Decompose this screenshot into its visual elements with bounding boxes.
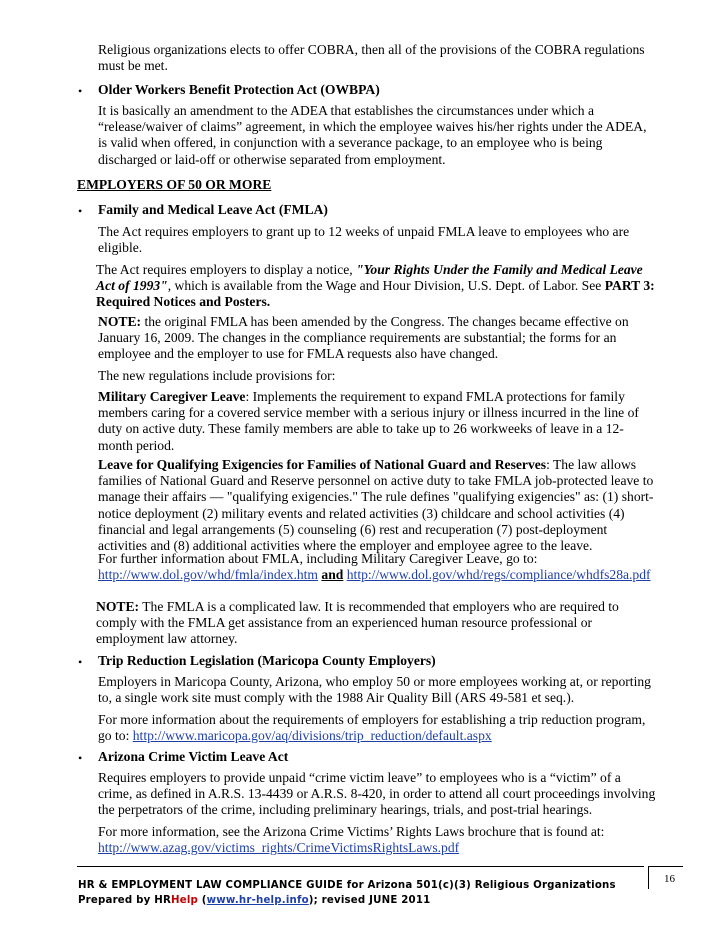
crime-more-info <box>98 824 658 856</box>
note-2-text: The FMLA is a complicated law. It is recommended that employers who are required to comply with the FMLA get assistance from an experienced human resource professional or employment law attorney. <box>96 599 619 647</box>
owbpa-text: It is basically an amendment to the ADEA that establishes the circumstances under which a “release/waiver of claims” agreement, in which the employee waives his/her rights under the ADEA, is valid when offered, in conjunction with a severance package, to an employee who is being discharged or laid-off or otherwise separated from employment. <box>98 103 647 167</box>
military-caregiver-text: : Implements the requirement to expand FMLA protections for family members caring for a covered service member with a serious injury or illness incurred in the line of duty on active duty. These family members are able to take up to 26 workweeks of leave in a 12-month period. <box>98 389 639 453</box>
footer-link[interactable]: www.hr-help.info <box>206 895 309 906</box>
footer-revised: ); revised JUNE 2011 <box>308 895 431 906</box>
fmla-part3-reference: PART 3: Required Notices and Posters. <box>96 278 655 310</box>
footer-rule <box>77 866 644 867</box>
footer-line-2 <box>78 893 430 909</box>
crime-title: Arizona Crime Victim Leave Act <box>98 749 289 764</box>
cobra-continuation: Religious organizations elects to offer COBRA, then all of the provisions of the COBRA regulations must be met. <box>98 42 645 74</box>
fmla-link-1[interactable]: http://www.dol.gov/whd/fmla/index.htm <box>98 567 319 583</box>
owbpa-title: Older Workers Benefit Protection Act (OWBPA) <box>98 82 380 97</box>
note-1-label: NOTE: <box>98 314 142 329</box>
military-caregiver-leave <box>98 389 658 454</box>
fmla-more-info <box>98 551 658 583</box>
new-regulations: The new regulations include provisions for: <box>98 368 336 383</box>
footer-prepared-by: Prepared by HR <box>78 895 171 906</box>
note-2 <box>96 599 660 648</box>
trip-more-info <box>98 712 658 744</box>
military-caregiver-label: Military Caregiver Leave <box>98 389 246 404</box>
section-heading: EMPLOYERS OF 50 OR MORE <box>77 177 272 192</box>
note-1-text: the original FMLA has been amended by the Congress. The changes became effective on January 16, 2009. The changes in the compliance requirements are substantial; the forms for an employee and the employer to use for FMLA requests also have changed. <box>98 314 629 362</box>
fmla-text-2-a: The Act requires employers to display a notice, <box>96 262 357 277</box>
footer-paren-open: ( <box>198 895 207 906</box>
fmla-more-info-text: For further information about FMLA, including Military Caregiver Leave, go to: <box>98 551 538 566</box>
crime-link[interactable]: http://www.azag.gov/victims_rights/CrimeVictimsRightsLaws.pdf <box>98 840 460 856</box>
crime-more-info-text: For more information, see the Arizona Crime Victims’ Rights Laws brochure that is found at: <box>98 824 605 839</box>
note-2-label: NOTE: <box>96 599 140 614</box>
fmla-link-2[interactable]: http://www.dol.gov/whd/regs/compliance/whdfs28a.pdf <box>346 567 651 583</box>
note-1 <box>98 314 658 363</box>
fmla-and: and <box>321 567 344 583</box>
bullet-fmla: • <box>78 204 83 218</box>
trip-more-info-text: For more information about the requirements of employers for establishing a trip reduction program, go to: <box>98 712 646 744</box>
footer-help-brand: Help <box>171 895 199 906</box>
page-number: 16 <box>664 873 675 885</box>
fmla-notice-title: "Your Rights Under the Family and Medical Leave Act of 1993" <box>96 262 643 294</box>
fmla-text-2-c: , which is available from the Wage and Hour Division, U.S. Dept. of Labor. See <box>167 278 605 294</box>
qualifying-exigencies <box>98 457 658 554</box>
bullet-owbpa: • <box>78 84 83 98</box>
trip-text: Employers in Maricopa County, Arizona, who employ 50 or more employees working at, or reporting to, a single work site must comply with the 1988 Air Quality Bill (ARS 49-581 et seq.). <box>98 674 651 706</box>
qualifying-exigencies-text: : The law allows families of National Guard and Reserve personnel on active duty to take FMLA job-protected leave to manage their affairs — "qualifying exigencies." The rule defines "qualifying exigencies" as: (1) short-notice deployment (2) military events and related activities (3) childcare and school activities (4) financial and legal arrangements (5) counseling (6) rest and recuperation (7) post-deployment activities and (8) additional activities where the employer and employee agree to the leave. <box>98 457 654 554</box>
bullet-trip: • <box>78 655 83 669</box>
fmla-title: Family and Medical Leave Act (FMLA) <box>98 202 328 217</box>
footer-line-1: HR & EMPLOYMENT LAW COMPLIANCE GUIDE for Arizona 501(c)(3) Religious Organizations <box>78 880 616 891</box>
bullet-crime: • <box>78 751 83 765</box>
fmla-text-1: The Act requires employers to grant up to 12 weeks of unpaid FMLA leave to employees who are eligible. <box>98 224 630 256</box>
qualifying-exigencies-label: Leave for Qualifying Exigencies for Families of National Guard and Reserves <box>98 457 547 472</box>
crime-text: Requires employers to provide unpaid “crime victim leave” to employees who is a “victim” of a crime, as defined in A.R.S. 13-4439 or A.R.S. 8-420, in order to attend all court proceedings involving the perpetrators of the crime, including preliminary hearings, trials, and post-trial hearings. <box>98 770 656 818</box>
fmla-text-2 <box>96 262 656 311</box>
trip-title: Trip Reduction Legislation (Maricopa County Employers) <box>98 653 436 668</box>
trip-link[interactable]: http://www.maricopa.gov/aq/divisions/trip_reduction/default.aspx <box>132 728 492 744</box>
page-number-box <box>648 866 683 889</box>
